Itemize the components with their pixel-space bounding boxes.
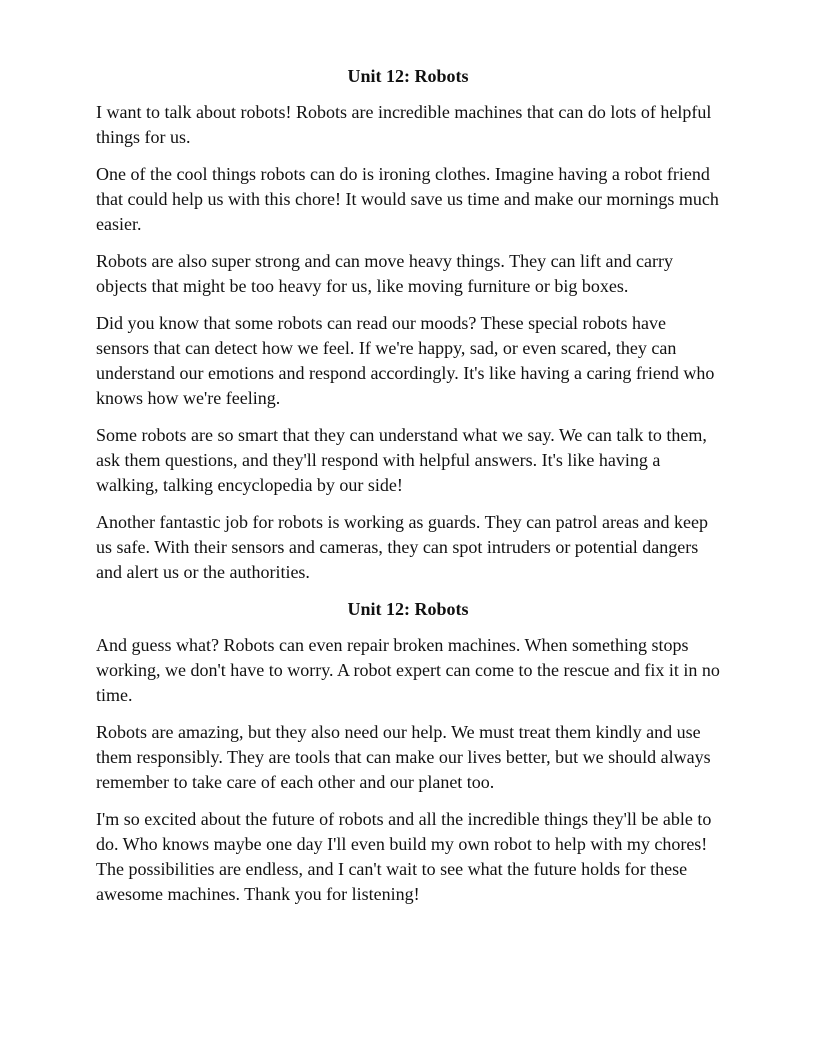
document-page [96, 64, 720, 919]
paragraph-ironing: One of the cool things robots can do is ironing clothes. Imagine having a robot friend that could help us with this chore! It would save us time and make our mornings much easier. [96, 164, 719, 234]
section-heading-repeat: Unit 12: Robots [347, 599, 469, 619]
paragraph-intro: I want to talk about robots! Robots are incredible machines that can do lots of helpful things for us. [96, 102, 712, 147]
section-heading: Unit 12: Robots [347, 66, 469, 86]
paragraph-conclusion: I'm so excited about the future of robots and all the incredible things they'll be able to do. Who knows maybe one day I'll even build my own robot to help with my chores! The possibilities are endless, and I can't wait to see what the future holds for these awesome machines. Thank you for listening! [96, 809, 712, 904]
paragraph-moods: Did you know that some robots can read our moods? These special robots have sensors that can detect how we feel. If we're happy, sad, or even scared, they can understand our emotions and respond accordingly. It's like having a caring friend who knows how we're feeling. [96, 313, 715, 408]
paragraph-understanding: Some robots are so smart that they can understand what we say. We can talk to them, ask them questions, and they'll respond with helpful answers. It's like having a walking, talking encyclopedia by our side! [96, 425, 707, 495]
paragraph-guards: Another fantastic job for robots is working as guards. They can patrol areas and keep us safe. With their sensors and cameras, they can spot intruders or potential dangers and alert us or the authorities. [96, 512, 708, 582]
paragraph-repair: And guess what? Robots can even repair broken machines. When something stops working, we don't have to worry. A robot expert can come to the rescue and fix it in no time. [96, 635, 720, 705]
paragraph-strength: Robots are also super strong and can move heavy things. They can lift and carry objects that might be too heavy for us, like moving furniture or big boxes. [96, 251, 674, 296]
paragraph-responsibility: Robots are amazing, but they also need our help. We must treat them kindly and use them responsibly. They are tools that can make our lives better, but we should always remember to take care of each other and our planet too. [96, 722, 711, 792]
